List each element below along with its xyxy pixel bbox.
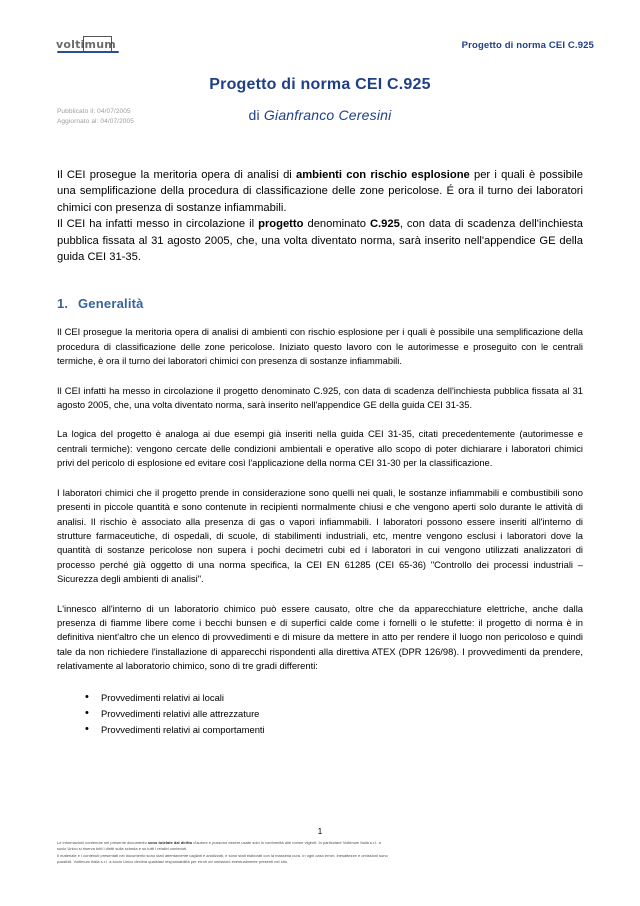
body-paragraph-5: L'innesco all'interno di un laboratorio chimico può essere causato, oltre che da apparecchiature elettriche, anche dalla presenza di fiamme libere come i becchi bunsen e di superfici calde come i fornelli o le stufette: il progetto di norma è in definitiva nient'altro che un elenco di provvedimenti e di misure da mettere in atto per rendere il luogo non pericoloso e quindi tale da non richiedere l'installazione di apparecchi rispondenti alla direttiva ATEX (DPR 126/98). I provvedimenti da prendere, relativamente al laboratorio chimico, sono di tre gradi differenti: (57, 602, 583, 672)
lead-2-bold-progetto: progetto (258, 218, 304, 231)
body-paragraph-1: Il CEI prosegue la meritoria opera di analisi di ambienti con rischio esplosione per i quali è possibile una semplificazione della procedura di classificazione delle zone pericolose. Iniziato questo lavoro con le autorimesse e proseguito con le centrali termiche, è ora il turno dei laboratori chimici con presenza di sostanze infiammabili. (57, 326, 583, 367)
author-name: Gianfranco Ceresini (263, 107, 392, 123)
list-item: • Provvedimenti relativi ai locali (101, 690, 583, 706)
footer-line-2: socio Unico si riserva tutti i diritti sulla scheda e su tutti i relativi contenuti. (57, 846, 188, 852)
provvedimenti-list (57, 690, 583, 738)
body-paragraph-4: I laboratori chimici che il progetto prende in considerazione sono quelli nei quali, le sostanze infiammabili e combustibili sono presenti in piccole quantità e sono contenute in recipienti normalmente chiusi e che vengono aperti solo durante le attività di analisi. Il rischio è associato alla presenza di gas o vapori infiammabili. I laboratori possono essere inseriti all'interno di strutture farmaceutiche, di ospedali, di scuole, di stabilimenti industriali, etc, mentre vengono esclusi i laboratori dove la quantità di sostanze pericolose non supera i pochi decimetri cubi ed i laboratori in cui vengono utilizzati analizzatori di processo perché già oggetto di una norma specifica, la CEI EN 61285 (CEI 65-36) "Controllo dei processi industriali – Sicurezza degli ambienti di analisi". (57, 486, 583, 585)
footer-1-bold: sono tutelate dal diritto (147, 840, 193, 845)
list-item: • Provvedimenti relativi alle attrezzature (101, 706, 583, 722)
voltimum-logo (56, 38, 128, 55)
footer-1-c: d'autore e possono essere usate solo in conformità alle norme vigenti. In particolare Voltimum Italia s.r.l. a (192, 840, 381, 845)
section-number: 1. (57, 296, 69, 312)
section-title: Generalità (78, 296, 144, 312)
page-number: 1 (317, 827, 323, 836)
logo-underline-decoration (57, 51, 119, 53)
page-title: Progetto di norma CEI C.925 (209, 76, 431, 93)
page-header (0, 0, 640, 62)
section-heading-generalita (57, 296, 583, 311)
lead-2-bold-code: C.925 (369, 218, 400, 231)
footer-1-a: Le informazioni contenute nel presente documento (57, 840, 148, 845)
body-paragraph-3: La logica del progetto è analoga ai due esempi già inseriti nella guida CEI 31-35, citati precedentemente (autorimesse e centrali termiche): vengono cercate delle condizioni ambientali e operative allo scopo di poter dichiarare i laboratori chimici privi del pericolo di esplosione ed evitare così l'applicazione della norma CEI 31-30 per la classificazione. (57, 428, 583, 469)
list-item: • Provvedimenti relativi ai comportamenti (101, 722, 583, 738)
publication-dates (57, 107, 134, 126)
footer-3-c: , e sono stati elaborati con la massima cura. In ogni caso errori, inesattezze e omissioni sono (222, 852, 388, 858)
body-paragraph-2: Il CEI infatti ha messo in circolazione il progetto denominato C.925, con data di scadenza dell'inchiesta pubblica fissata al 31 agosto 2005, che, una volta diventato norma, sarà inserito nell'appendice GE della guida CEI 31-35. (57, 384, 583, 411)
footer-disclaimer (57, 840, 587, 866)
footer-3-a: Il materiale e i contenuti presentati nel documento sono stati (57, 852, 165, 858)
footer-3-italic: attentamente vagliati e analizzati (164, 852, 223, 858)
lead-paragraph-1 (57, 167, 583, 216)
lead-1-part-a: Il CEI prosegue la meritoria opera di analisi di (57, 169, 297, 181)
lead-1-bold-term: ambienti con rischio esplosione (296, 169, 470, 181)
lead-2-part-a: Il CEI ha infatti messo in circolazione il (57, 218, 259, 231)
header-document-title: Progetto di norma CEI C.925 (461, 40, 594, 51)
lead-1-part-c: per i quali è possibile una semplificazione della procedura di classificazione delle zone pericolose. É ora il turno dei laboratori chimici con presenza di sostanze infiammabili. (57, 169, 583, 214)
lead-paragraph-2 (57, 216, 583, 265)
published-date: Pubblicato il: 04/07/2005 (57, 108, 131, 115)
footer-line-4: possibili. Voltimum Italia s.r.l. a socio Unico declina qualsiasi responsabilità per errori ed omissioni eventualmente presenti nel sito. (57, 859, 289, 865)
logo-text: voltimum (56, 38, 116, 51)
lead-2-part-c: denominato (303, 218, 370, 231)
document-content (57, 167, 583, 738)
lead-2-part-e: , con data di scadenza dell'inchiesta pubblica fissata al 31 agosto 2005, che, una volta diventato norma, sarà inserito nell'appendice GE della guida CEI 31-35. (57, 218, 584, 264)
updated-date: Aggiornato al: 04/07/2005 (57, 117, 134, 125)
author-prefix: di (248, 107, 264, 123)
